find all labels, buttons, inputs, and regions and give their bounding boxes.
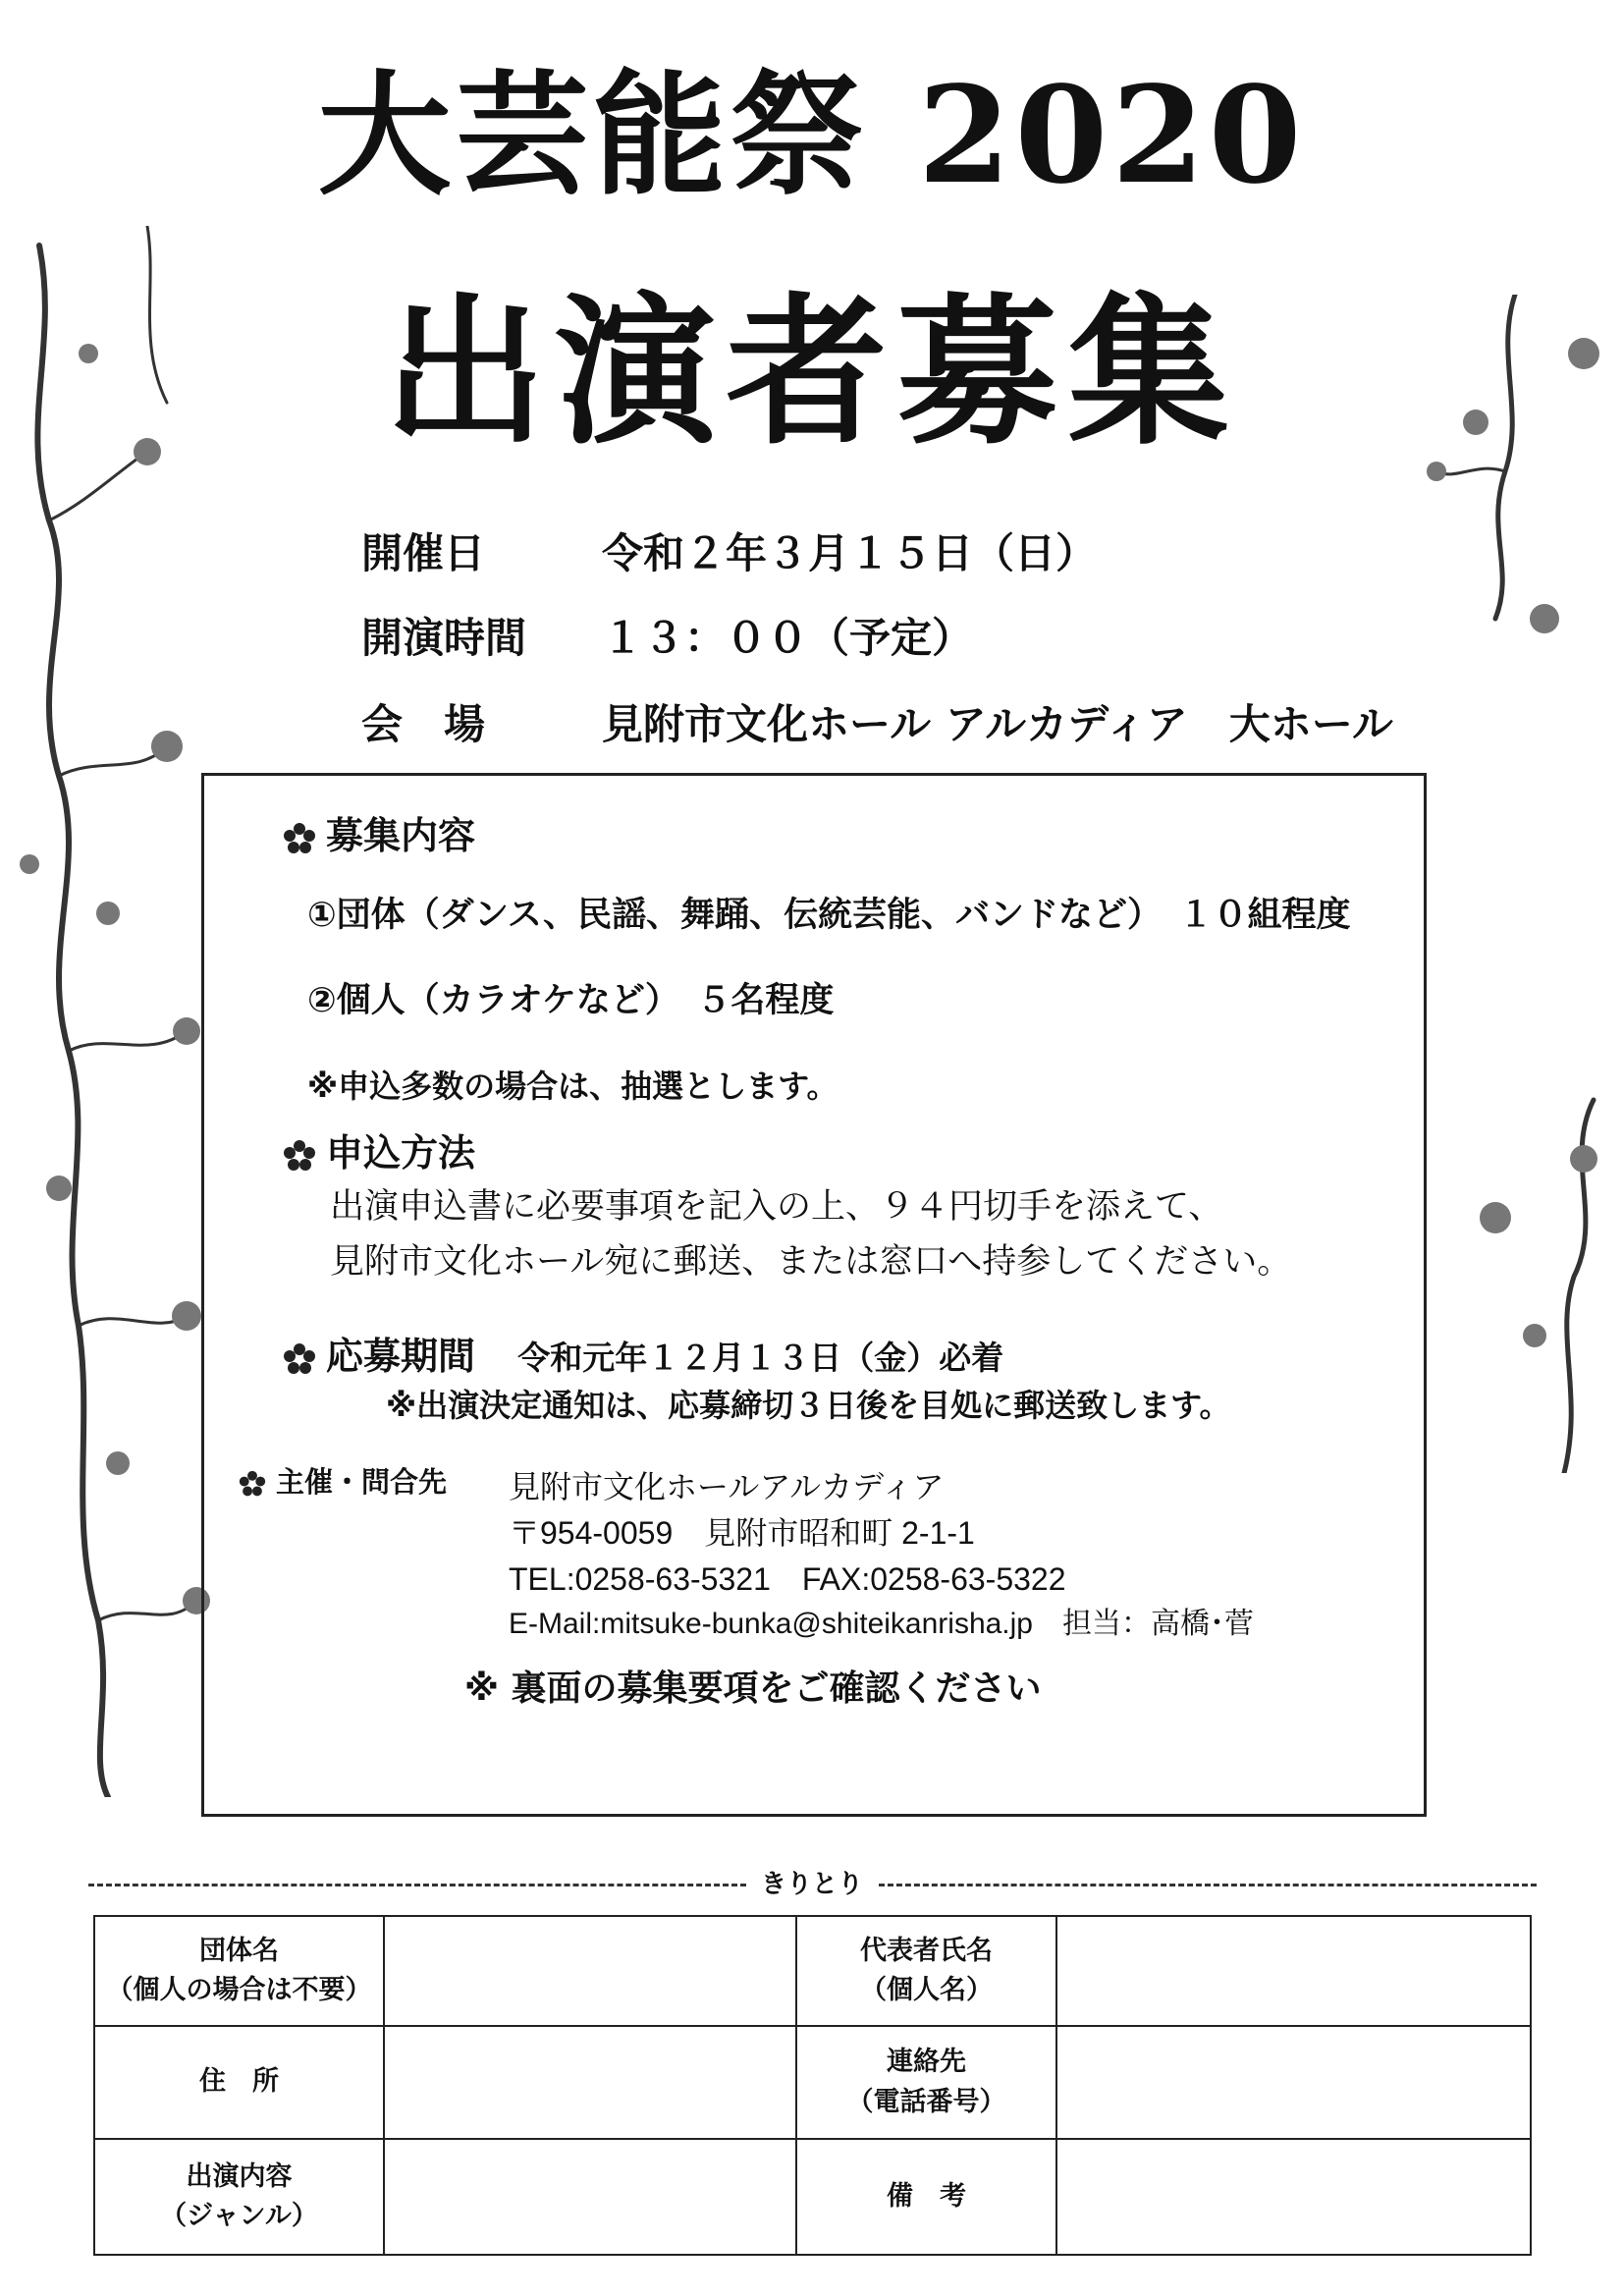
address-label: 住 所 — [94, 2026, 384, 2139]
recruitment-heading: 出演者募集 — [384, 279, 1239, 466]
plum-flower-icon — [283, 1139, 316, 1173]
group-name-label-sub: （個人の場合は不要） — [106, 1975, 372, 2005]
contact-phone-label — [796, 2026, 1056, 2139]
period-notice-note: ※出演決定通知は、応募締切３日後を目処に郵送致します。 — [386, 1387, 1231, 1424]
period-section-heading — [283, 1335, 1004, 1378]
contact-phone-label-main: 連絡先 — [887, 2047, 966, 2077]
back-side-note: ※ 裏面の募集要項をご確認ください — [464, 1668, 1042, 1709]
performance-genre-label-main: 出演内容 — [186, 2160, 293, 2192]
apply-line-1: 出演申込書に必要事項を記入の上、９４円切手を添えて、 — [330, 1187, 1223, 1227]
group-name-label-main: 団体名 — [199, 1935, 279, 1966]
venue-label: 会 場 — [361, 700, 486, 748]
contact-address: 〒954-0059 見附市昭和町 2-1-1 — [509, 1515, 975, 1551]
plum-blossom-branch-left-decoration — [0, 226, 226, 1797]
contact-heading-text: 主催・問合先 — [276, 1465, 448, 1499]
cut-line — [88, 1870, 1537, 1899]
contact-section-heading — [239, 1465, 448, 1499]
plum-blossom-branch-right-decoration — [1417, 295, 1623, 1473]
representative-name-label — [796, 1916, 1056, 2026]
performance-genre-label-sub: （ジャンル） — [160, 2201, 318, 2231]
contact-phone-label-sub: （電話番号） — [846, 2086, 1006, 2117]
remarks-label: 備 考 — [796, 2139, 1056, 2255]
start-time-value: １３：００（予定） — [602, 614, 974, 662]
recruit-lottery-note: ※申込多数の場合は、抽選とします。 — [307, 1067, 839, 1105]
cut-dashed-line-left — [88, 1884, 746, 1886]
form-row-3 — [94, 2139, 1531, 2255]
performance-genre-field[interactable] — [384, 2139, 796, 2255]
representative-name-label-main: 代表者氏名 — [860, 1935, 993, 1966]
contact-phone-field[interactable] — [1056, 2026, 1531, 2139]
recruit-group-item: ①団体（ダンス、民謡、舞踊、伝統芸能、バンドなど） １０組程度 — [307, 896, 1351, 935]
recruit-section-heading — [283, 814, 476, 857]
cut-label: きりとり — [753, 1870, 871, 1899]
representative-name-field[interactable] — [1056, 1916, 1531, 2026]
address-field[interactable] — [384, 2026, 796, 2139]
recruit-heading-text: 募集内容 — [326, 814, 476, 857]
apply-line-2: 見附市文化ホール宛に郵送、または窓口へ持参してください。 — [330, 1242, 1292, 1282]
performance-genre-label — [94, 2139, 384, 2255]
apply-section-heading — [283, 1131, 476, 1175]
cut-dashed-line-right — [879, 1884, 1537, 1886]
period-heading-text: 応募期間 — [326, 1335, 476, 1378]
date-value: 令和２年３月１５日（日） — [602, 529, 1098, 577]
contact-phone-fax: TEL:0258-63-5321 FAX:0258-63-5322 — [509, 1561, 1066, 1597]
contact-email: E-Mail:mitsuke-bunka@shiteikanrisha.jp 担当：高橋･菅 — [509, 1608, 1254, 1640]
venue-value: 見附市文化ホール アルカディア 大ホール — [602, 700, 1393, 748]
representative-name-label-sub: （個人名） — [860, 1975, 993, 2005]
group-name-field[interactable] — [384, 1916, 796, 2026]
form-row-1 — [94, 1916, 1531, 2026]
event-title: 大芸能祭 2020 — [317, 57, 1306, 214]
date-label: 開催日 — [361, 529, 486, 577]
start-time-label: 開演時間 — [361, 614, 527, 662]
group-name-label — [94, 1916, 384, 2026]
details-box — [201, 773, 1427, 1817]
plum-flower-icon — [239, 1470, 266, 1498]
application-form-table — [93, 1915, 1532, 2256]
plum-flower-icon — [283, 1342, 316, 1376]
remarks-field[interactable] — [1056, 2139, 1531, 2255]
period-deadline: 令和元年１２月１３日（金）必着 — [517, 1339, 1004, 1377]
apply-heading-text: 申込方法 — [326, 1131, 476, 1175]
recruit-individual-item: ②個人（カラオケなど） ５名程度 — [307, 981, 835, 1020]
contact-organizer: 見附市文化ホールアルカディア — [509, 1469, 945, 1504]
plum-flower-icon — [283, 822, 316, 855]
form-row-2 — [94, 2026, 1531, 2139]
